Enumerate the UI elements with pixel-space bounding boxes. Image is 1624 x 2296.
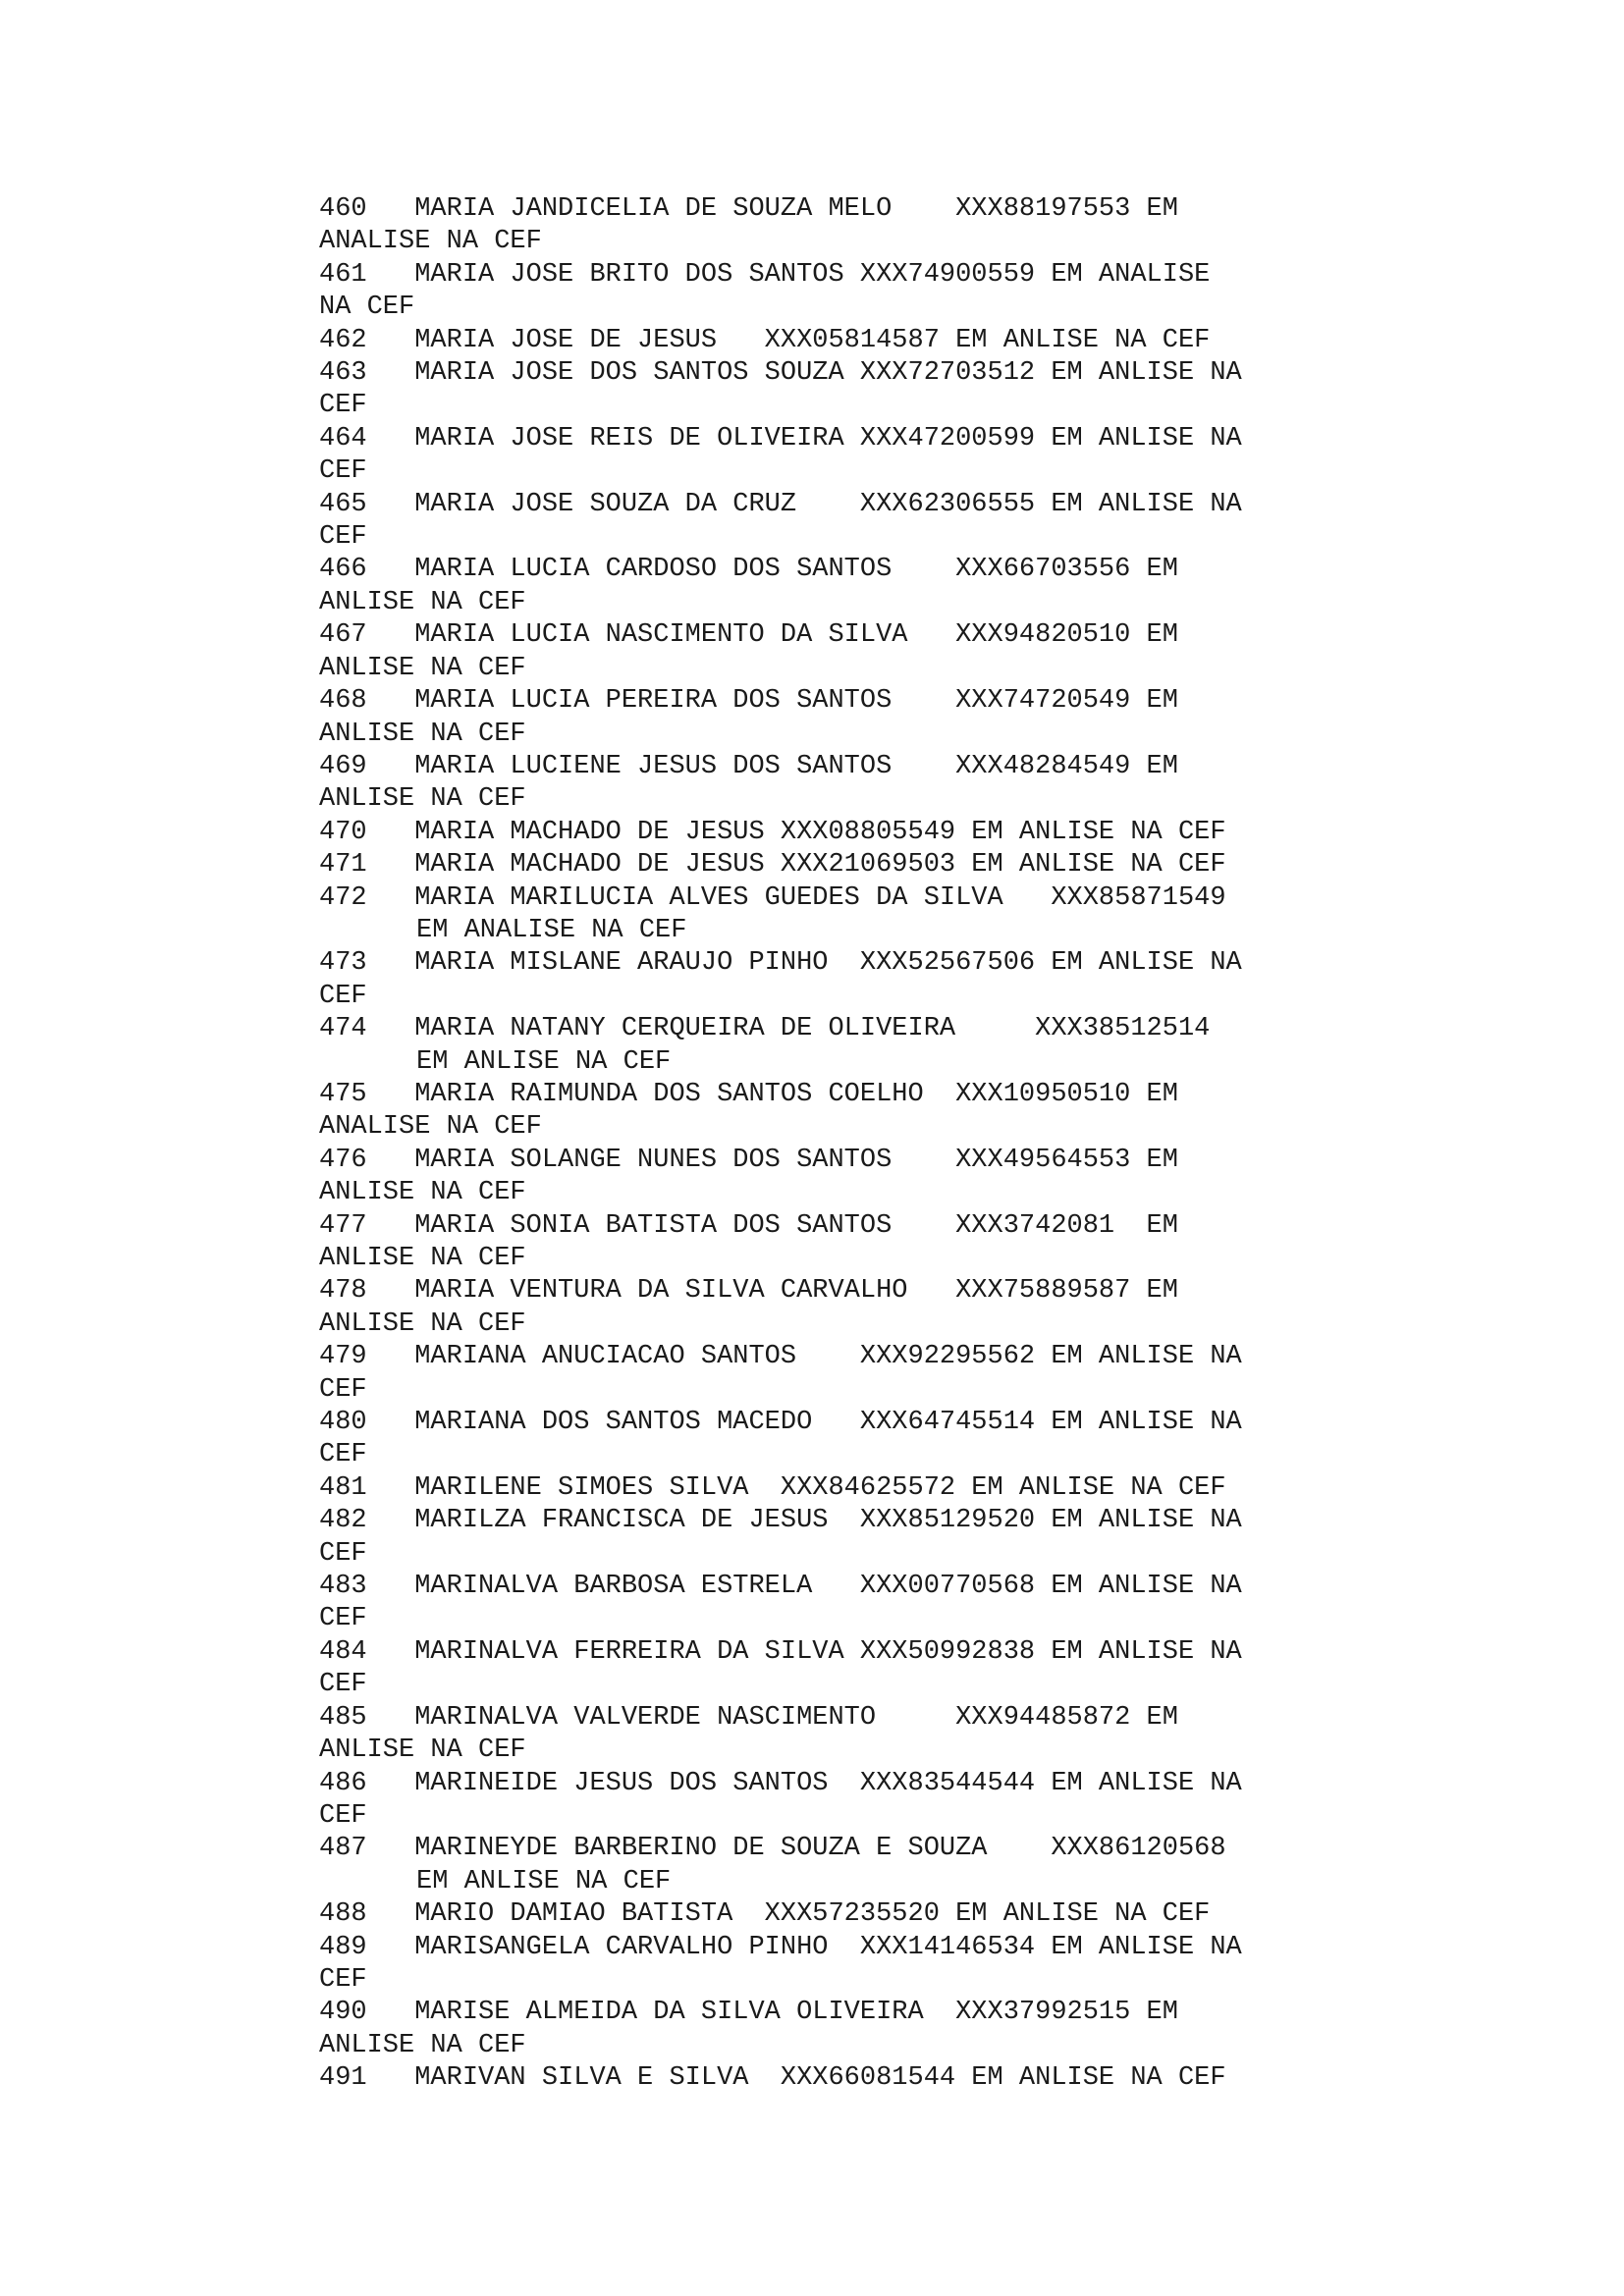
record-line: 467 MARIA LUCIA NASCIMENTO DA SILVA XXX94820510 EM bbox=[319, 620, 1178, 651]
record-line: 474 MARIA NATANY CERQUEIRA DE OLIVEIRA XXX38512514 bbox=[319, 1014, 1211, 1044]
record-entry bbox=[319, 489, 1321, 555]
record-entry bbox=[319, 1505, 1321, 1571]
record-line: 484 MARINALVA FERREIRA DA SILVA XXX50992838 EM ANLISE NA bbox=[319, 1636, 1242, 1667]
record-line: 470 MARIA MACHADO DE JESUS XXX08805549 EM ANLISE NA CEF bbox=[319, 817, 1226, 847]
record-entry bbox=[319, 1275, 1321, 1341]
record-line: 475 MARIA RAIMUNDA DOS SANTOS COELHO XXX10950510 EM bbox=[319, 1079, 1178, 1109]
record-entry bbox=[319, 817, 1321, 849]
record-line: 485 MARINALVA VALVERDE NASCIMENTO XXX94485872 EM bbox=[319, 1702, 1178, 1733]
record-entry bbox=[319, 1702, 1321, 1768]
record-line: CEF bbox=[319, 1604, 367, 1634]
record-line: ANLISE NA CEF bbox=[319, 784, 526, 815]
record-line: 477 MARIA SONIA BATISTA DOS SANTOS XXX3742081 EM bbox=[319, 1210, 1178, 1241]
record-line: CEF bbox=[319, 1374, 367, 1405]
record-line: ANLISE NA CEF bbox=[319, 1178, 526, 1208]
record-line: 488 MARIO DAMIAO BATISTA XXX57235520 EM ANLISE NA CEF bbox=[319, 1899, 1211, 1930]
record-line: 483 MARINALVA BARBOSA ESTRELA XXX00770568 EM ANLISE NA bbox=[319, 1572, 1242, 1602]
record-line: 463 MARIA JOSE DOS SANTOS SOUZA XXX72703512 EM ANLISE NA bbox=[319, 358, 1242, 389]
record-line: 489 MARISANGELA CARVALHO PINHO XXX14146534 EM ANLISE NA bbox=[319, 1932, 1242, 1962]
record-entry bbox=[319, 1013, 1321, 1079]
record-line: 471 MARIA MACHADO DE JESUS XXX21069503 EM ANLISE NA CEF bbox=[319, 850, 1226, 881]
record-line: 482 MARILZA FRANCISCA DE JESUS XXX85129520 EM ANLISE NA bbox=[319, 1506, 1242, 1536]
record-line: 473 MARIA MISLANE ARAUJO PINHO XXX52567506 EM ANLISE NA bbox=[319, 948, 1242, 979]
record-entry bbox=[319, 849, 1321, 881]
record-entry bbox=[319, 1407, 1321, 1472]
record-line: 479 MARIANA ANUCIACAO SANTOS XXX92295562 EM ANLISE NA bbox=[319, 1342, 1242, 1372]
record-entry bbox=[319, 325, 1321, 357]
record-entry bbox=[319, 619, 1321, 685]
record-line: 490 MARISE ALMEIDA DA SILVA OLIVEIRA XXX37992515 EM bbox=[319, 1998, 1178, 2028]
record-line: EM ANALISE NA CEF bbox=[416, 915, 687, 945]
record-line: ANLISE NA CEF bbox=[319, 587, 526, 617]
record-entry bbox=[319, 1472, 1321, 1505]
record-entry bbox=[319, 423, 1321, 489]
record-line: ANLISE NA CEF bbox=[319, 2030, 526, 2060]
record-entry bbox=[319, 685, 1321, 751]
record-entry bbox=[319, 1898, 1321, 1931]
record-line: CEF bbox=[319, 981, 367, 1011]
record-entry bbox=[319, 1079, 1321, 1145]
record-line: EM ANLISE NA CEF bbox=[416, 1046, 672, 1077]
record-line: 460 MARIA JANDICELIA DE SOUZA MELO XXX88197553 EM bbox=[319, 194, 1178, 224]
record-line: 468 MARIA LUCIA PEREIRA DOS SANTOS XXX74720549 EM bbox=[319, 686, 1178, 717]
record-line: 466 MARIA LUCIA CARDOSO DOS SANTOS XXX66703556 EM bbox=[319, 555, 1178, 585]
record-line: CEF bbox=[319, 1964, 367, 1995]
record-entry bbox=[319, 1636, 1321, 1702]
record-entry bbox=[319, 2062, 1321, 2095]
record-entry bbox=[319, 554, 1321, 619]
record-line: 491 MARIVAN SILVA E SILVA XXX66081544 EM ANLISE NA CEF bbox=[319, 2063, 1226, 2094]
record-line: CEF bbox=[319, 1670, 367, 1700]
record-line: 481 MARILENE SIMOES SILVA XXX84625572 EM ANLISE NA CEF bbox=[319, 1472, 1226, 1503]
record-line: EM ANLISE NA CEF bbox=[416, 1866, 672, 1896]
record-line: 469 MARIA LUCIENE JESUS DOS SANTOS XXX48284549 EM bbox=[319, 751, 1178, 781]
record-entry bbox=[319, 357, 1321, 423]
record-line: 472 MARIA MARILUCIA ALVES GUEDES DA SILVA XXX85871549 bbox=[319, 882, 1226, 913]
record-line: NA CEF bbox=[319, 293, 415, 323]
record-line: CEF bbox=[319, 1440, 367, 1470]
record-line: 478 MARIA VENTURA DA SILVA CARVALHO XXX75889587 EM bbox=[319, 1276, 1178, 1307]
record-line: 486 MARINEIDE JESUS DOS SANTOS XXX83544544 EM ANLISE NA bbox=[319, 1768, 1242, 1798]
record-line: CEF bbox=[319, 522, 367, 553]
record-entry bbox=[319, 882, 1321, 948]
record-line: CEF bbox=[319, 1538, 367, 1569]
record-line: ANALISE NA CEF bbox=[319, 1112, 542, 1143]
record-line: CEF bbox=[319, 456, 367, 487]
record-line: 464 MARIA JOSE REIS DE OLIVEIRA XXX47200599 EM ANLISE NA bbox=[319, 423, 1242, 454]
record-line: 462 MARIA JOSE DE JESUS XXX05814587 EM ANLISE NA CEF bbox=[319, 325, 1211, 355]
record-entry bbox=[319, 1341, 1321, 1407]
record-line: ANALISE NA CEF bbox=[319, 227, 542, 257]
record-line: CEF bbox=[319, 391, 367, 421]
record-entry bbox=[319, 947, 1321, 1013]
record-list bbox=[319, 193, 1321, 2096]
record-entry bbox=[319, 1768, 1321, 1834]
record-entry bbox=[319, 259, 1321, 325]
record-entry bbox=[319, 193, 1321, 259]
record-line: 480 MARIANA DOS SANTOS MACEDO XXX64745514 EM ANLISE NA bbox=[319, 1408, 1242, 1438]
record-entry bbox=[319, 751, 1321, 817]
record-line: 461 MARIA JOSE BRITO DOS SANTOS XXX74900559 EM ANALISE bbox=[319, 259, 1211, 290]
record-line: ANLISE NA CEF bbox=[319, 1735, 526, 1766]
record-line: CEF bbox=[319, 1800, 367, 1831]
record-entry bbox=[319, 1997, 1321, 2062]
record-line: 476 MARIA SOLANGE NUNES DOS SANTOS XXX49564553 EM bbox=[319, 1145, 1178, 1175]
record-line: ANLISE NA CEF bbox=[319, 653, 526, 683]
record-line: ANLISE NA CEF bbox=[319, 719, 526, 749]
record-entry bbox=[319, 1210, 1321, 1276]
record-entry bbox=[319, 1145, 1321, 1210]
record-entry bbox=[319, 1932, 1321, 1998]
record-line: ANLISE NA CEF bbox=[319, 1308, 526, 1339]
record-line: ANLISE NA CEF bbox=[319, 1244, 526, 1273]
record-entry bbox=[319, 1833, 1321, 1898]
record-entry bbox=[319, 1571, 1321, 1636]
record-line: 465 MARIA JOSE SOUZA DA CRUZ XXX62306555 EM ANLISE NA bbox=[319, 489, 1242, 519]
record-line: 487 MARINEYDE BARBERINO DE SOUZA E SOUZA XXX86120568 bbox=[319, 1834, 1226, 1864]
